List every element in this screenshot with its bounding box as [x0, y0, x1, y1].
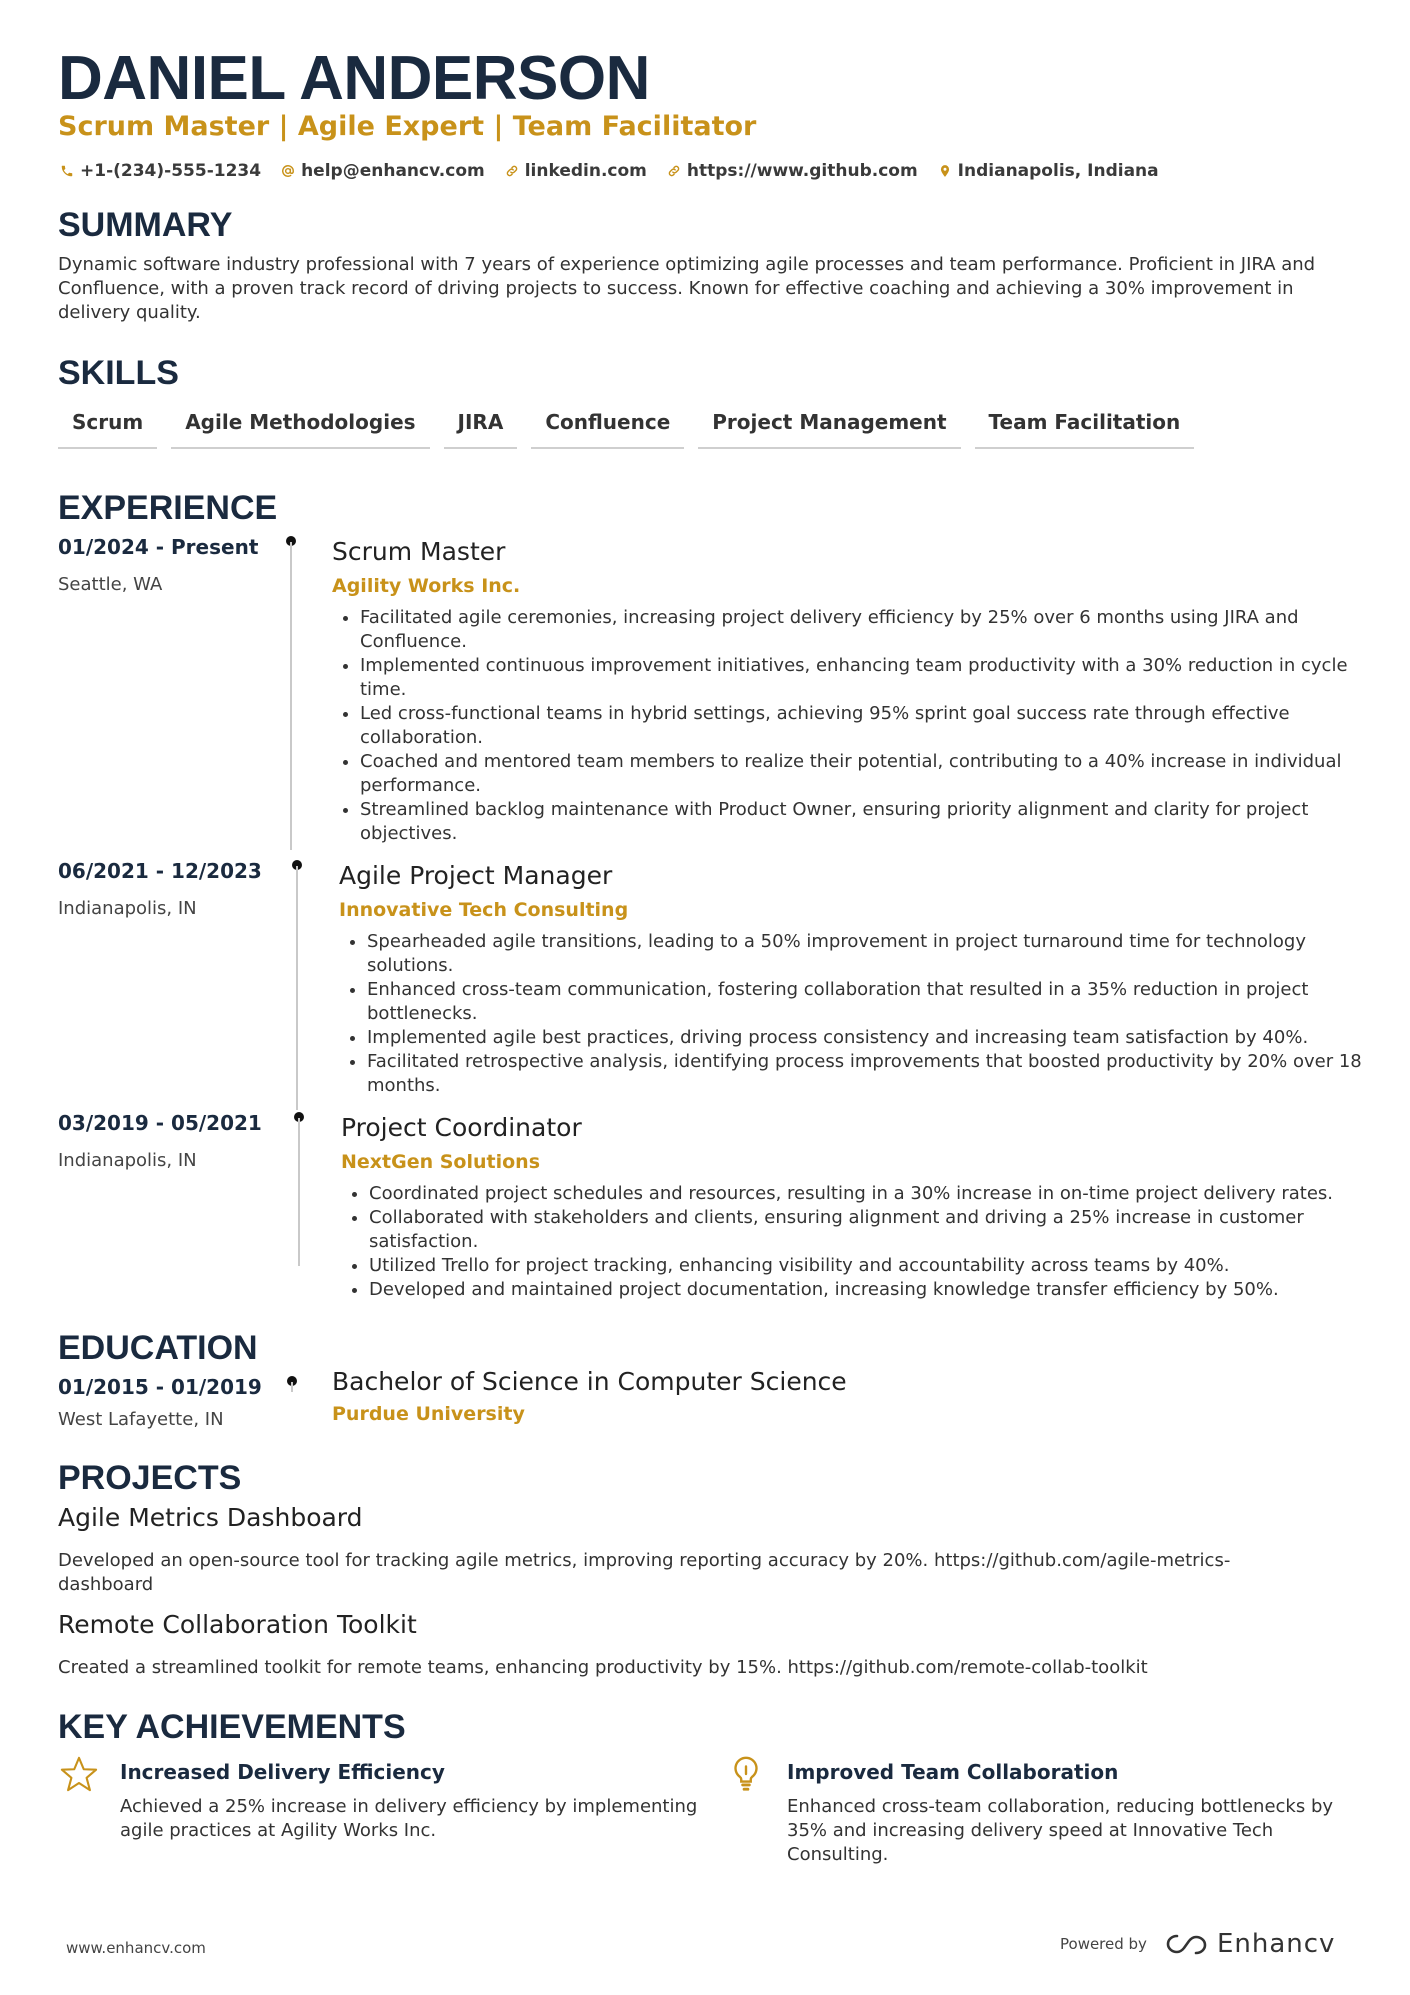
- achievement-title: Increased Delivery Efficiency: [120, 1760, 445, 1784]
- experience-entry: [0, 1110, 1410, 1310]
- timeline-line: [298, 1118, 300, 1266]
- contact-location: [938, 158, 1159, 184]
- experience-location: Indianapolis, IN: [58, 898, 197, 919]
- skill-tag: Scrum: [58, 405, 157, 449]
- project-title: Remote Collaboration Toolkit: [58, 1610, 417, 1639]
- project-description: Developed an open-source tool for tracking agile metrics, improving reporting accuracy by 20%. https://github.com/agile-metrics-dashboard: [58, 1550, 1231, 1595]
- experience-entry: [0, 534, 1410, 850]
- link-icon: [505, 164, 519, 178]
- section-title-education: EDUCATION: [58, 1329, 258, 1367]
- skill-tag: Confluence: [531, 405, 684, 449]
- bullet-item: • Enhanced cross-team communication, fostering collaboration that resulted in a 35% reduction in project bottlenecks.: [367, 978, 1387, 1026]
- bullet-item: • Coached and mentored team members to realize their potential, contributing to a 40% increase in individual performance.: [360, 750, 1390, 798]
- education-degree: Bachelor of Science in Computer Science: [332, 1367, 847, 1396]
- skill-tag: JIRA: [444, 405, 518, 449]
- experience-dates: 06/2021 - 12/2023: [58, 859, 262, 883]
- section-title-experience: EXPERIENCE: [58, 489, 278, 527]
- phone-text: +1-(234)-555-1234: [80, 161, 262, 181]
- enhancv-logo-icon: [1163, 1931, 1209, 1957]
- achievement-item: [727, 1755, 1334, 1865]
- contact-linkedin[interactable]: [505, 158, 647, 184]
- link-icon: [667, 164, 681, 178]
- education-location: West Lafayette, IN: [58, 1409, 224, 1430]
- powered-by-label: Powered by: [1060, 1935, 1147, 1953]
- linkedin-text: linkedin.com: [524, 161, 647, 181]
- experience-location: Indianapolis, IN: [58, 1150, 197, 1171]
- tagline: Scrum Master | Agile Expert | Team Facilitator: [58, 111, 757, 142]
- section-title-skills: SKILLS: [58, 354, 179, 392]
- experience-entry: [0, 858, 1410, 1108]
- summary-text: Dynamic software industry professional with 7 years of experience optimizing agile processes and team performance. Proficient in JIRA and Confluence, with a proven track record of driving projects to success. Known for effective coaching and achieving a 30% improvement in delivery quality.: [58, 254, 1316, 323]
- location-pin-icon: [938, 164, 952, 178]
- footer-branding: [1060, 1928, 1335, 1960]
- bullet-item: • Spearheaded agile transitions, leading to a 50% improvement in project turnaround time for technology solutions.: [367, 930, 1387, 978]
- experience-location: Seattle, WA: [58, 574, 163, 595]
- footer-website[interactable]: www.enhancv.com: [66, 1939, 206, 1957]
- project-title: Agile Metrics Dashboard: [58, 1503, 363, 1532]
- achievement-title: Improved Team Collaboration: [787, 1760, 1119, 1784]
- bullet-item: • Developed and maintained project documentation, increasing knowledge transfer efficiency by 50%.: [369, 1278, 1389, 1302]
- skill-tag: Project Management: [698, 405, 960, 449]
- bullet-item: • Coordinated project schedules and resources, resulting in a 30% increase in on-time project delivery rates.: [369, 1182, 1389, 1206]
- experience-bullets: [339, 930, 1387, 1098]
- star-icon: [60, 1755, 98, 1793]
- achievement-item: [60, 1755, 698, 1855]
- experience-bullets: [332, 606, 1390, 846]
- experience-company: Innovative Tech Consulting: [339, 899, 629, 921]
- brand-name: Enhancv: [1216, 1929, 1336, 1959]
- location-text: Indianapolis, Indiana: [957, 161, 1159, 181]
- experience-company: NextGen Solutions: [341, 1151, 541, 1173]
- experience-company: Agility Works Inc.: [332, 575, 521, 597]
- achievement-description: Achieved a 25% increase in delivery efficiency by implementing agile practices at Agility Works Inc.: [120, 1796, 698, 1841]
- timeline-line: [290, 542, 292, 850]
- bullet-item: • Utilized Trello for project tracking, enhancing visibility and accountability across teams by 40%.: [369, 1254, 1389, 1278]
- bullet-item: • Implemented continuous improvement initiatives, enhancing team productivity with a 30% reduction in cycle time.: [360, 654, 1390, 702]
- education-dates: 01/2015 - 01/2019: [58, 1375, 262, 1399]
- email-text: help@enhancv.com: [301, 161, 485, 181]
- brand-logo[interactable]: [1163, 1928, 1335, 1960]
- experience-bullets: [341, 1182, 1389, 1302]
- experience-role: Scrum Master: [332, 537, 506, 566]
- contact-bar: [60, 158, 1159, 184]
- experience-role: Agile Project Manager: [339, 861, 613, 890]
- bullet-item: • Led cross-functional teams in hybrid settings, achieving 95% sprint goal success rate through effective collaboration.: [360, 702, 1390, 750]
- bullet-item: • Facilitated retrospective analysis, identifying process improvements that boosted productivity by 20% over 18 months.: [367, 1050, 1387, 1098]
- skill-tag: Agile Methodologies: [171, 405, 429, 449]
- bullet-item: • Collaborated with stakeholders and clients, ensuring alignment and driving a 25% increase in customer satisfaction.: [369, 1206, 1389, 1254]
- candidate-name: DANIEL ANDERSON: [58, 44, 650, 113]
- timeline-line: [296, 866, 298, 1110]
- project-description: Created a streamlined toolkit for remote teams, enhancing productivity by 15%. https://github.com/remote-collab-toolkit: [58, 1657, 1148, 1678]
- contact-github[interactable]: [667, 158, 918, 184]
- github-text: https://www.github.com: [686, 161, 918, 181]
- skills-list: [58, 405, 1194, 449]
- experience-role: Project Coordinator: [341, 1113, 582, 1142]
- achievement-description: Enhanced cross-team collaboration, reducing bottlenecks by 35% and increasing delivery speed at Innovative Tech Consulting.: [787, 1796, 1334, 1865]
- bullet-item: • Facilitated agile ceremonies, increasing project delivery efficiency by 25% over 6 months using JIRA and Confluence.: [360, 606, 1390, 654]
- section-title-summary: SUMMARY: [58, 206, 233, 244]
- phone-icon: [60, 164, 74, 178]
- section-title-achievements: KEY ACHIEVEMENTS: [58, 1708, 406, 1746]
- experience-dates: 03/2019 - 05/2021: [58, 1111, 262, 1135]
- education-school: Purdue University: [332, 1403, 525, 1425]
- bullet-item: • Streamlined backlog maintenance with Product Owner, ensuring priority alignment and clarity for project objectives.: [360, 798, 1390, 846]
- contact-phone[interactable]: [60, 158, 261, 184]
- skill-tag: Team Facilitation: [975, 405, 1195, 449]
- contact-email[interactable]: [281, 158, 485, 184]
- timeline-line: [291, 1382, 293, 1392]
- experience-dates: 01/2024 - Present: [58, 535, 259, 559]
- at-icon: [281, 164, 295, 178]
- section-title-projects: PROJECTS: [58, 1459, 242, 1497]
- bullet-item: • Implemented agile best practices, driving process consistency and increasing team satisfaction by 40%.: [367, 1026, 1387, 1050]
- lightbulb-icon: [727, 1755, 765, 1793]
